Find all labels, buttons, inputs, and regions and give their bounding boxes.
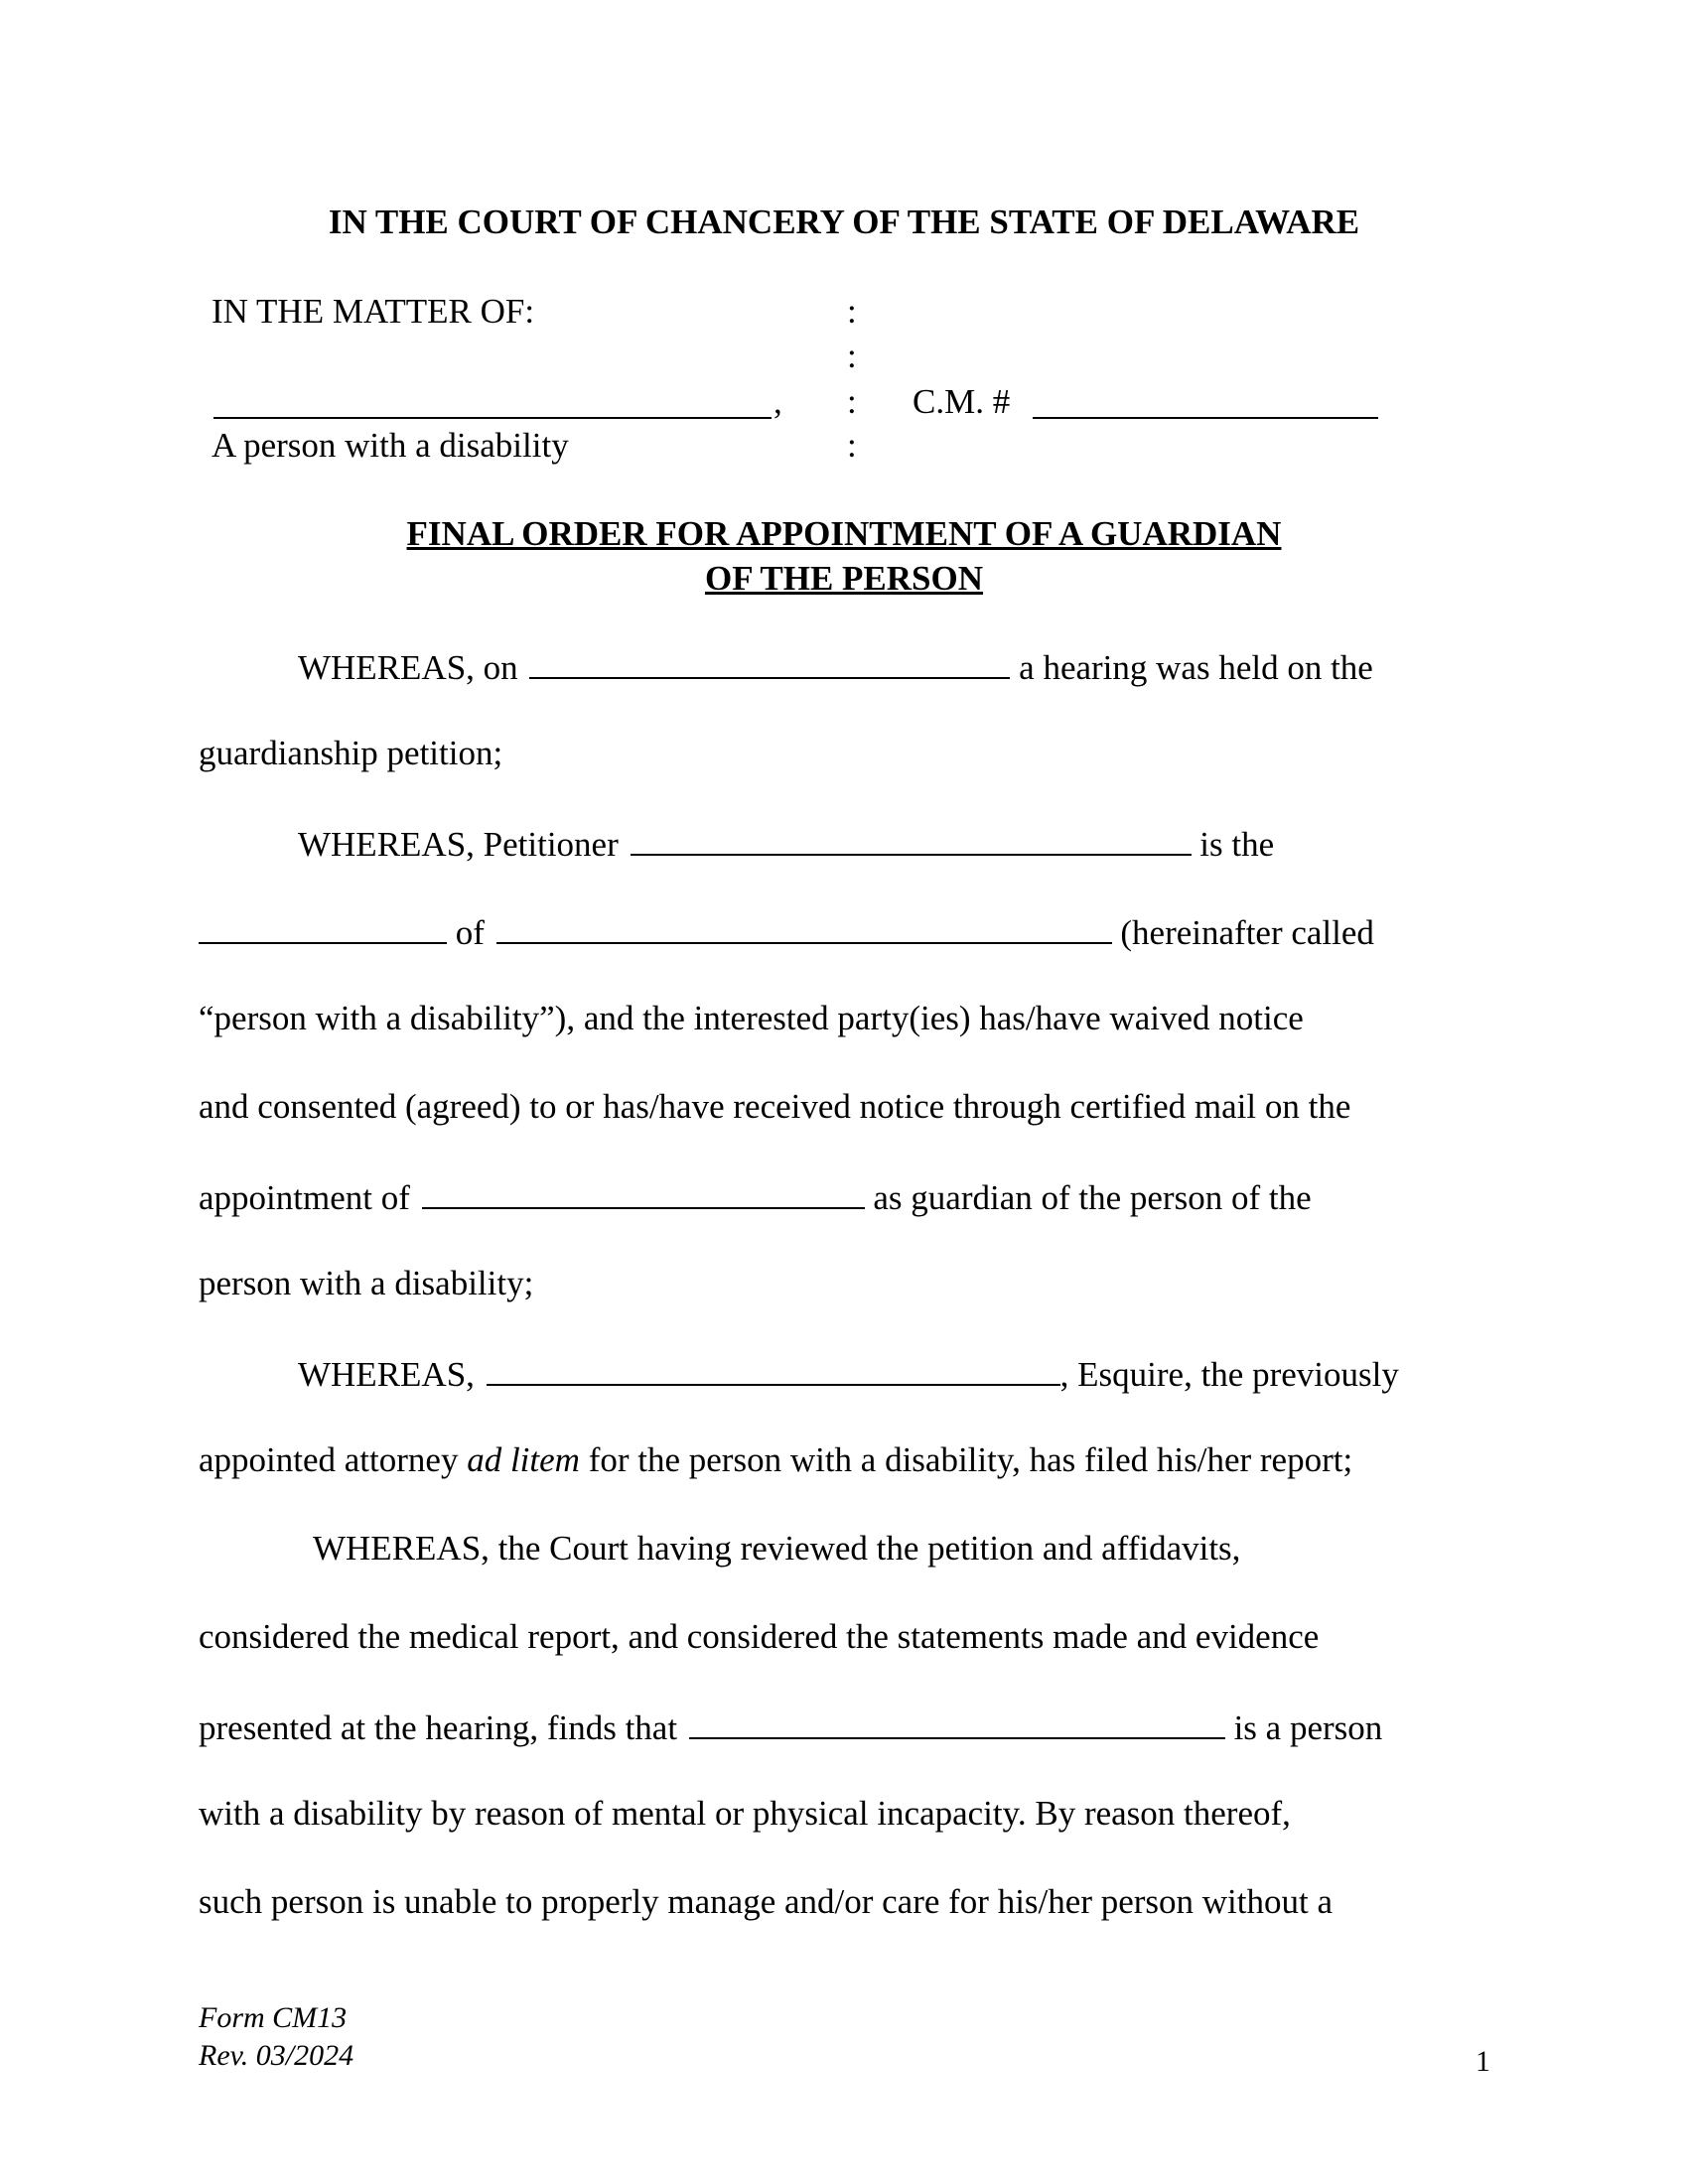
caption-separator: : [847,292,857,331]
body-line-3 [298,824,1274,862]
relationship-field[interactable] [199,912,447,944]
finding-person-name-field[interactable] [689,1707,1225,1739]
text-segment: (hereinafter called [1120,913,1374,952]
body-line-4 [199,912,1374,950]
guardian-name-field[interactable] [422,1177,865,1209]
petitioner-name-field[interactable] [631,824,1192,856]
body-line-2: guardianship petition; [199,734,503,772]
body-line-13 [199,1707,1382,1745]
text-segment: is a person [1233,1708,1383,1747]
body-line-9 [298,1354,1399,1392]
text-segment: WHEREAS, Petitioner [298,825,619,864]
body-line-11: WHEREAS, the Court having reviewed the petition and affidavits, [313,1529,1241,1568]
caption-separator: : [847,337,857,375]
form-number: Form CM13 [199,2001,348,2034]
order-title-line2: OF THE PERSON [704,559,984,598]
matter-label: IN THE MATTER OF: [211,292,535,331]
caption-separator: : [847,426,857,465]
body-line-8: person with a disability; [199,1264,534,1302]
caption-separator: : [847,382,857,421]
text-segment: is the [1199,825,1275,864]
italic-term: ad litem [467,1440,580,1479]
text-segment: WHEREAS, [298,1355,475,1394]
body-line-6: and consented (agreed) to or has/have received notice through certified mail on the [199,1087,1351,1126]
body-line-1 [298,647,1373,685]
cm-number-field[interactable] [1033,391,1378,419]
text-segment: , Esquire, the previously [1059,1355,1399,1394]
body-line-10 [199,1442,1352,1477]
person-with-disability-label: A person with a disability [211,426,569,465]
text-segment: presented at the hearing, finds that [199,1708,678,1747]
text-segment: a hearing was held on the [1019,648,1373,687]
text-segment: appointed attorney [199,1440,459,1479]
body-line-15: such person is unable to properly manage and/or care for his/her person without a [199,1882,1334,1921]
person-name-field[interactable] [213,391,772,419]
body-line-12: considered the medical report, and considered the statements made and evidence [199,1617,1320,1656]
disabled-person-name-field[interactable] [496,912,1112,944]
body-line-14: with a disability by reason of mental or physical incapacity. By reason thereof, [199,1794,1291,1833]
body-line-7 [199,1177,1312,1215]
cm-number-label: C.M. # [913,382,1011,421]
attorney-name-field[interactable] [487,1354,1060,1386]
body-line-5: “person with a disability”), and the interested party(ies) has/have waived notice [199,999,1304,1037]
text-segment: of [455,913,485,952]
text-segment: appointment of [199,1178,410,1217]
name-comma: , [774,382,782,421]
page-number: 1 [1476,2045,1490,2078]
order-title-line1: FINAL ORDER FOR APPOINTMENT OF A GUARDIAN [406,514,1282,553]
text-segment: as guardian of the person of the [873,1178,1312,1217]
revision-date: Rev. 03/2024 [199,2039,354,2072]
text-segment: for the person with a disability, has filed his/her report; [588,1440,1353,1479]
court-title: IN THE COURT OF CHANCERY OF THE STATE OF DELAWARE [328,203,1360,241]
hearing-date-field[interactable] [529,647,1010,679]
text-segment: WHEREAS, on [298,648,518,687]
